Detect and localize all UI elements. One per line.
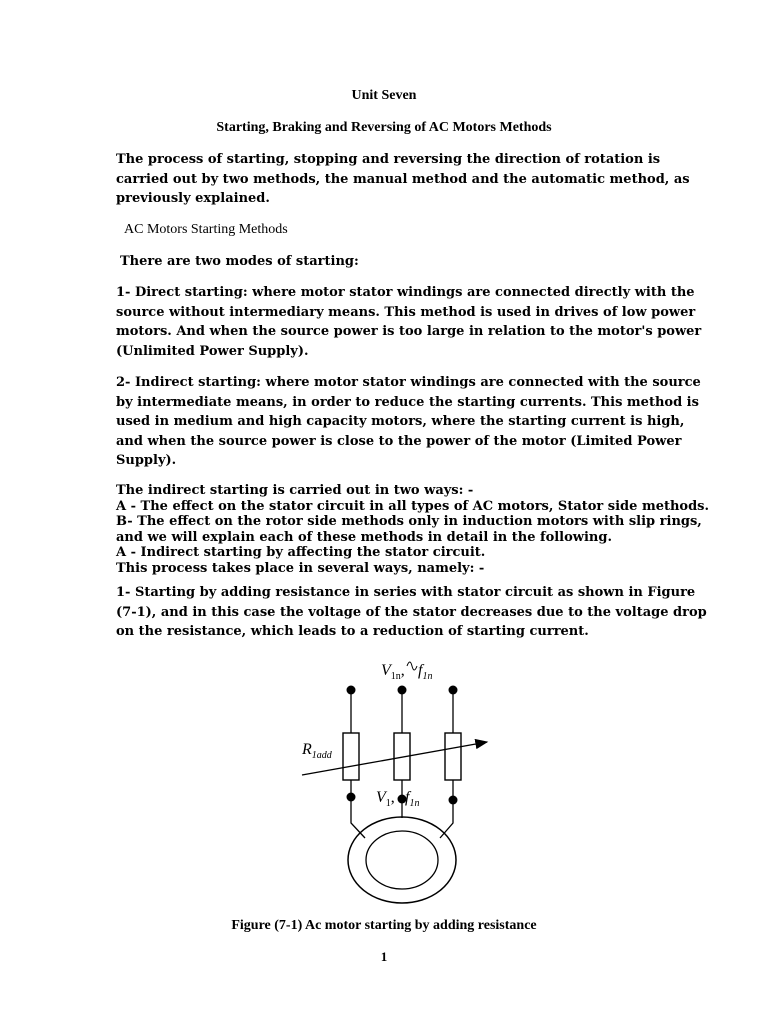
text-line: A - Indirect starting by affecting the stator circuit. xyxy=(116,545,486,560)
text-line: on the resistance, which leads to a reduction of starting current. xyxy=(116,624,589,639)
modes-line: There are two modes of starting: xyxy=(120,254,359,269)
text-line: by intermediate means, in order to reduce the starting currents. This method is xyxy=(116,394,699,410)
unit-title: Unit Seven xyxy=(351,88,417,103)
text-line: previously explained. xyxy=(116,191,270,206)
stator-frequency-label: $f_{1n}$ xyxy=(405,789,420,809)
section-heading: AC Motors Starting Methods xyxy=(124,222,288,237)
ac-tilde-symbol xyxy=(407,662,417,670)
text-line: (Unlimited Power Supply). xyxy=(116,343,309,359)
text-line: B- The effect on the rotor side methods only in induction motors with slip rings, xyxy=(116,514,702,529)
resistor-phase-3 xyxy=(445,733,461,780)
motor-rotor xyxy=(366,831,438,889)
text-line: A - The effect on the stator circuit in all types of AC motors, Stator side methods. xyxy=(116,498,710,514)
stator-voltage-label: $V_1$, xyxy=(376,789,395,809)
text-line: The indirect starting is carried out in two ways: - xyxy=(116,483,474,498)
text-line: The process of starting, stopping and reversing the direction of rotation is xyxy=(116,152,661,167)
text-line: 1- Direct starting: where motor stator windings are connected directly with the xyxy=(116,285,695,300)
text-line: This process takes place in several ways, namely: - xyxy=(116,560,485,576)
text-line: Supply). xyxy=(116,453,177,468)
supply-voltage-label: $V_{1n}$, xyxy=(381,662,405,682)
text-line: and we will explain each of these methods in detail in the following. xyxy=(116,529,612,545)
resistor-label: $R_{1add}$ xyxy=(302,741,332,761)
motor-stator xyxy=(348,817,456,903)
text-line: carried out by two methods, the manual method and the automatic method, as xyxy=(116,171,690,187)
text-line: and when the source power is close to the power of the motor (Limited Power xyxy=(116,433,682,449)
chapter-title: Starting, Braking and Reversing of AC Motors Methods xyxy=(216,120,552,135)
text-line: 1- Starting by adding resistance in series with stator circuit as shown in Figure xyxy=(116,585,696,600)
text-line: source without intermediary means. This method is used in drives of low power xyxy=(116,304,696,320)
text-line: (7-1), and in this case the voltage of the stator decreases due to the voltage drop xyxy=(116,604,707,620)
page-number: 1 xyxy=(380,949,388,964)
text-line: motors. And when the source power is too large in relation to the motor's power xyxy=(116,324,702,339)
text-line: used in medium and high capacity motors, where the starting current is high, xyxy=(116,414,685,429)
figure-caption: Figure (7-1) Ac motor starting by adding resistance xyxy=(231,918,537,933)
supply-frequency-label: $f_{1n}$ xyxy=(418,662,433,682)
text-line: 2- Indirect starting: where motor stator windings are connected with the source xyxy=(116,375,701,390)
resistor-phase-1 xyxy=(343,733,359,780)
